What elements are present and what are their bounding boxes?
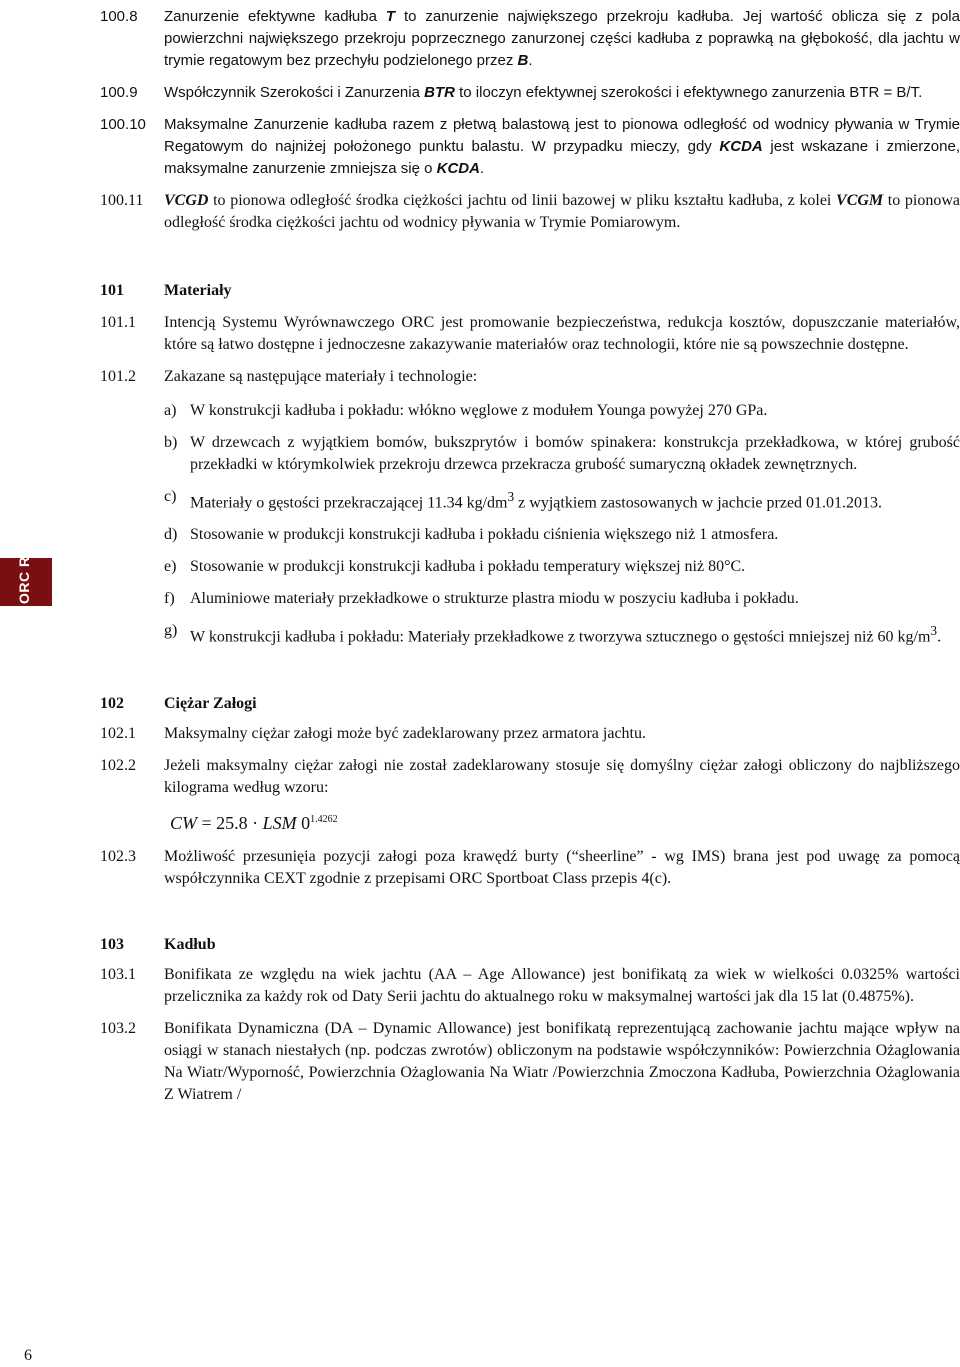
- list-item: [164, 524, 960, 546]
- section-heading-102: [100, 693, 960, 715]
- list-item: [164, 486, 960, 514]
- paragraph-text: to pionowa odległość środka ciężkości jachtu od linii bazowej w pliku kształtu kadłuba, z kolei: [208, 192, 837, 209]
- paragraph-103-1: [100, 964, 960, 1008]
- paragraph-text: Zakazane są następujące materiały i technologie:: [164, 368, 478, 385]
- section-number: 102: [100, 694, 124, 712]
- list-text: Materiały o gęstości przekraczającej 11.34 kg/dm: [190, 494, 508, 512]
- paragraph-number: 103.2: [100, 1019, 136, 1037]
- list-text: z wyjątkiem zastosowanych w jachcie przed 01.01.2013.: [514, 494, 883, 512]
- paragraph-number: 101.2: [100, 368, 136, 385]
- paragraph-number: 100.8: [100, 8, 138, 25]
- paragraph-102-1: [100, 723, 960, 745]
- list-item: [164, 588, 960, 610]
- variable-b: B: [517, 52, 529, 69]
- list-letter: e): [164, 558, 177, 576]
- variable-kcda: KCDA: [436, 160, 480, 177]
- paragraph-103-2: [100, 1018, 960, 1106]
- sidebar-label: ORC RATING SYSTEMS: [16, 436, 32, 604]
- paragraph-number: 100.10: [100, 116, 146, 133]
- paragraph-text: W przypadku mieczy, gdy: [524, 138, 720, 155]
- section-title: Kadłub: [164, 935, 216, 953]
- list-item: [164, 620, 960, 648]
- list-item: [164, 400, 960, 422]
- paragraph-text: to zanurzenie największego przekroju kadłuba. Jej wartość oblicza się z pola powierzchni największego przekroju poprzecznego zanurzonej części kadłuba z poprawką na głębokość, dla jachtu w trymie regatowym bez przechyłu podzielonego przez: [164, 8, 960, 69]
- section-title: Ciężar Załogi: [164, 694, 257, 712]
- paragraph-102-3: [100, 846, 960, 890]
- formula-rhs: LSM: [262, 812, 297, 833]
- paragraph-100-11: [100, 190, 960, 234]
- paragraph-text: Maksymalny ciężar załogi może być zadeklarowany przez armatora jachtu.: [164, 724, 646, 742]
- paragraph-100-10: [100, 114, 960, 180]
- paragraph-number: 100.9: [100, 84, 138, 101]
- list-letter: a): [164, 402, 177, 419]
- paragraph-102-2: [100, 755, 960, 799]
- paragraph-number: 101.1: [100, 314, 136, 331]
- section-title: Materiały: [164, 282, 232, 299]
- list-text: .: [937, 628, 942, 646]
- paragraph-101-1: [100, 312, 960, 356]
- page-content: [100, 6, 960, 1106]
- paragraph-100-8: [100, 6, 960, 72]
- list-item: [164, 432, 960, 476]
- paragraph-text: Bonifikata Dynamiczna (DA – Dynamic Allowance) jest bonifikatą reprezentującą zachowanie jachtu mające wpływ na osiągi w stanach niestałych (np. podczas zwrotów) obliczonym na podstawie współczynników: Powierzchnia Ożaglowania Na Wiatr/Wyporność, Powierzchnia Ożaglowania Na Wiatr /Powierzchnia Zmoczona Kadłuba, Powierzchnia Ożaglowania Z Wiatrem /: [164, 1019, 960, 1103]
- superscript: 3: [507, 489, 515, 504]
- paragraph-text: Maksymalne Zanurzenie kadłuba razem z płetwą balastową jest to pionowa odległość od wodnicy pływania w Trymie Regatowym do najniżej położonego punktu balastu.: [164, 116, 960, 155]
- paragraph-101-2: [100, 366, 960, 388]
- prohibited-materials-list: [100, 400, 960, 649]
- formula-operator: = 25.8 ·: [197, 812, 263, 833]
- list-letter: d): [164, 526, 178, 544]
- list-item: [164, 556, 960, 578]
- formula-exponent: 1.4262: [310, 813, 338, 825]
- paragraph-text: to pionowa odległość środka ciężkości jachtu od wodnicy pływania w Trymie Pomiarowym.: [164, 192, 960, 231]
- paragraph-text: jest wskazane i zmierzone, maksymalne zanurzenie zmniejsza się o: [164, 138, 960, 177]
- paragraph-text: .: [479, 160, 485, 177]
- paragraph-number: 103.1: [100, 965, 136, 983]
- list-letter: c): [164, 488, 177, 505]
- paragraph-text: Bonifikata ze względu na wiek jachtu (AA – Age Allowance) jest bonifikatą za wiek w wielkości 0.0325% wartości przelicznika za każdy rok od Daty Serii jachtu do aktualnego roku w maksymalnej wartości jak dla 15 lat (0.4875%).: [164, 965, 960, 1005]
- formula-lhs: CW: [170, 812, 197, 833]
- paragraph-number: 102.1: [100, 724, 136, 742]
- paragraph-text: Możliwość przesunięia pozycji załogi poza krawędź burty (“sheerline” - wg IMS) brana jest pod uwagę za pomocą współczynnika CEXT zgodnie z przepisami ORC Sportboat Class przepis 4(c).: [164, 847, 960, 887]
- list-letter: b): [164, 434, 178, 451]
- paragraph-number: 102.3: [100, 847, 136, 865]
- list-text: W konstrukcji kadłuba i pokładu: włókno węglowe z modułem Younga powyżej 270 GPa.: [190, 402, 768, 419]
- variable-vcgd: VCGD: [164, 192, 209, 209]
- list-text: W konstrukcji kadłuba i pokładu: Materiały przekładkowe z tworzywa sztucznego o gęstości mniejszej niż 60 kg/m: [190, 628, 931, 646]
- section-number: 103: [100, 935, 124, 953]
- page-number: 6: [24, 1347, 32, 1364]
- list-text: Stosowanie w produkcji konstrukcji kadłuba i pokładu temperatury większej niż 80°C.: [190, 558, 746, 576]
- paragraph-text: to iloczyn efektywnej szerokości i efektywnego zanurzenia BTR = B/T.: [454, 84, 923, 101]
- paragraph-number: 100.11: [100, 192, 144, 209]
- paragraph-text: Intencją Systemu Wyrównawczego ORC jest promowanie bezpieczeństwa, redukcja kosztów, dopuszczanie materiałów, które są łatwo dostępne i jednoczesne zakazywanie materiałów oraz technologii, które nie są powszechnie dostępne.: [164, 314, 960, 353]
- section-number: 101: [100, 282, 124, 299]
- section-heading-103: [100, 934, 960, 956]
- list-letter: f): [164, 590, 175, 608]
- variable-kcda: KCDA: [719, 138, 763, 155]
- variable-t: T: [385, 8, 396, 25]
- section-heading-101: [100, 280, 960, 302]
- variable-btr: BTR: [424, 84, 455, 101]
- list-text: Stosowanie w produkcji konstrukcji kadłuba i pokładu ciśnienia większego niż 1 atmosfera.: [190, 526, 779, 544]
- crew-weight-formula: [100, 813, 960, 834]
- paragraph-text: Jeżeli maksymalny ciężar załogi nie został zadeklarowany stosuje się domyślny ciężar załogi obliczony do najbliższego kilograma według wzoru:: [164, 756, 960, 796]
- variable-vcgm: VCGM: [836, 192, 884, 209]
- paragraph-number: 102.2: [100, 756, 136, 774]
- list-text: Aluminiowe materiały przekładkowe o strukturze plastra miodu w poszyciu kadłuba i pokładu.: [190, 590, 799, 608]
- paragraph-text: Współczynnik Szerokości i Zanurzenia: [164, 84, 425, 101]
- paragraph-text: .: [528, 52, 533, 69]
- formula-zero: 0: [296, 812, 311, 833]
- paragraph-text: Zanurzenie efektywne kadłuba: [164, 8, 386, 25]
- paragraph-100-9: [100, 82, 960, 104]
- list-text: W drzewcach z wyjątkiem bomów, bukszprytów i bomów spinakera: konstrukcja przekładkowa, w której grubość przekładki w którymkolwiek przekroju drzewca przekracza grubość sumaryczną okładek zewnętrznych.: [190, 434, 960, 473]
- superscript: 3: [930, 623, 938, 639]
- list-letter: g): [164, 622, 178, 640]
